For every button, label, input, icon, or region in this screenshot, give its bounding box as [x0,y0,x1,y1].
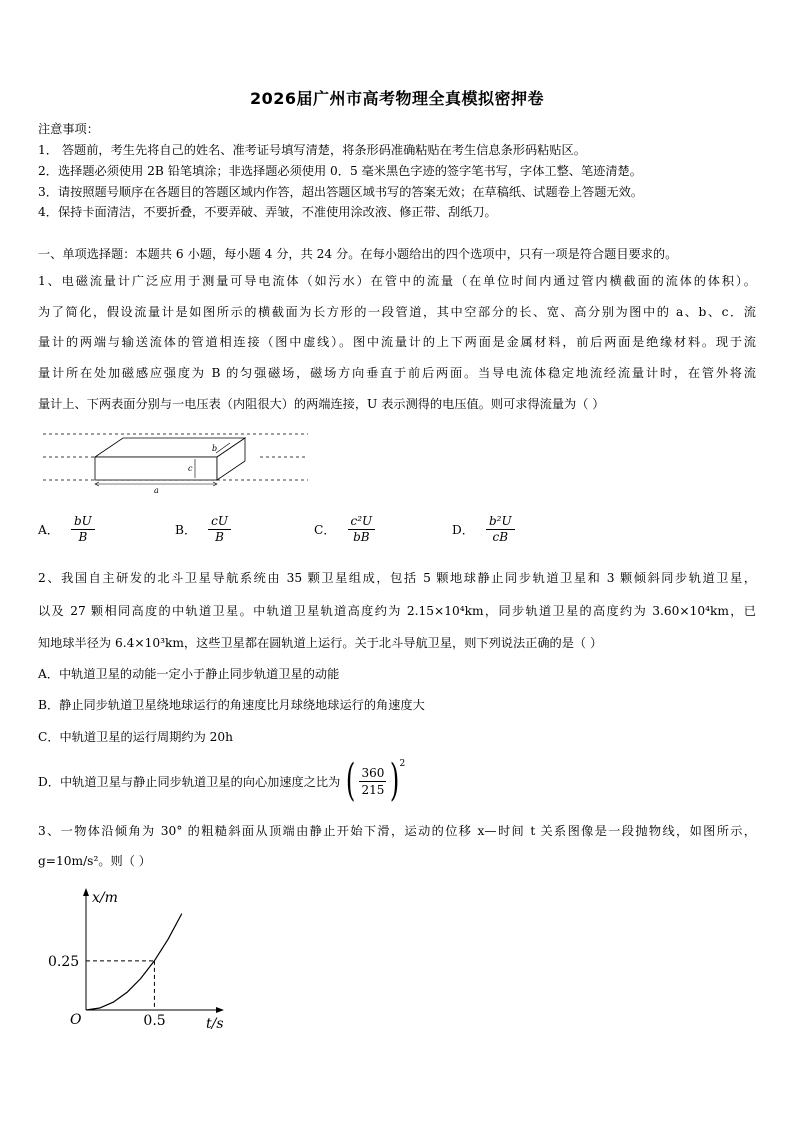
fraction-denominator: cB [492,530,509,544]
fraction-numerator: c²U [348,514,376,530]
label-a: a [154,486,159,495]
q2-option-a[interactable]: A．中轨道卫星的动能一定小于静止同步轨道卫星的动能 [38,667,340,681]
q1-line-3: 量计的两端与输送流体的管道相连接（图中虚线）。图中流量计的上下两面是金属材料，前后两面是绝缘材料。现于流 [38,335,756,349]
notice-item-2: 2．选择题必须使用 2B 铅笔填涂；非选择题必须使用 0．5 毫米黑色字迹的签字笔书写，字体工整、笔迹清楚。 [38,164,642,178]
option-letter: C． [314,523,336,537]
q1-line-2: 为了简化，假设流量计是如图所示的横截面为长方形的一段管道，其中空部分的长、宽、高分别为图中的 a、b、c．流 [38,305,756,319]
x-tick-label: 0.5 [143,1013,166,1029]
notice-heading: 注意事项： [38,122,99,136]
ratio-numerator: 360 [361,765,385,780]
fraction-denominator: bB [353,530,370,544]
option-fraction [208,514,231,545]
flowmeter-figure [38,424,318,500]
fraction-numerator: bU [71,514,95,530]
left-paren-icon: ( [346,755,356,806]
y-tick-label: 0.25 [48,953,80,970]
ratio-expression [342,755,406,806]
q2-line-1: 2、我国自主研发的北斗卫星导航系统由 35 颗卫星组成，包括 5 颗地球静止同步轨道卫星和 3 颗倾斜同步轨道卫星， [38,571,756,585]
q2-line-3: 知地球半径为 6.4×10³km，这些卫星都在圆轨道上运行。关于北斗导航卫星，则下列说法正确的是（ ） [38,636,603,650]
fraction-denominator: B [78,530,88,544]
option-fraction [486,514,515,545]
series-line [86,914,182,1010]
notice-item-3: 3．请按照题号顺序在各题目的答题区域内作答，超出答题区域书写的答案无效；在草稿纸、试题卷上答题无效。 [38,185,643,199]
option-fraction [71,514,95,545]
origin-label: O [70,1012,82,1028]
q1-line-5: 量计上、下两表面分别与一电压表（内阻很大）的两端连接，U 表示测得的电压值。则可求得流量为（ ） [38,397,605,411]
right-paren-icon: ) [390,755,400,806]
q1-option-a[interactable] [38,514,95,545]
q1-option-c[interactable] [314,514,375,545]
fraction-numerator: b²U [486,514,515,530]
option-letter: D． [452,523,474,537]
page-title: 2026届广州市高考物理全真模拟密押卷 [249,89,545,108]
ratio-fraction [359,765,386,798]
q3-line-1: 3、一物体沿倾角为 30° 的粗糙斜面从顶端由静止开始下滑，运动的位移 x—时间 t 关系图像是一段抛物线，如图所示， [38,824,756,838]
section-heading: 一、单项选择题：本题共 6 小题，每小题 4 分，共 24 分。在每小题给出的四个选项中，只有一项是符合题目要求的。 [38,247,678,261]
q1-option-b[interactable] [175,514,231,545]
fraction-denominator: B [215,530,224,544]
option-letter: B． [175,523,197,537]
y-axis-arrow-icon [83,888,89,896]
q2-option-c[interactable]: C．中轨道卫星的运行周期约为 20h [38,730,233,744]
option-d-text: D．中轨道卫星与静止同步轨道卫星的向心加速度之比为 [38,774,341,789]
q1-line-4: 量计所在处加磁感应强度为 B 的匀强磁场，磁场方向垂直于前后两面。当导电流体稳定地流经流量计时，在管外将流 [38,366,756,380]
q1-option-d[interactable] [452,514,515,545]
option-fraction [348,514,376,545]
q1-line-1: 1、电磁流量计广泛应用于测量可导电流体（如污水）在管中的流量（在单位时间内通过管内横截面的流体的体积）。 [38,274,756,288]
q2-option-d[interactable] [38,755,406,806]
ratio-denominator: 215 [361,782,385,797]
label-c: c [188,464,193,473]
notice-item-4: 4．保持卡面清洁，不要折叠，不要弄破、弄皱，不准使用涂改液、修正带、刮纸刀。 [38,205,497,219]
ratio-exponent: 2 [399,759,406,769]
q3-line-2: g=10m/s²。则（ ） [38,854,151,868]
q2-line-2: 以及 27 颗相同高度的中轨道卫星。中轨道卫星轨道高度约为 2.15×10⁴km，同步轨道卫星的高度约为 3.60×10⁴km，已 [38,604,756,618]
option-letter: A． [38,523,59,537]
x-axis-arrow-icon [216,1007,224,1013]
notice-item-1: 1． 答题前，考生先将自己的姓名、准考证号填写清楚，将条形码准确粘贴在考生信息条形码粘贴区。 [38,143,586,157]
label-b: b [212,444,218,453]
q2-option-b[interactable]: B．静止同步轨道卫星绕地球运行的角速度比月球绕地球运行的角速度大 [38,698,425,712]
y-axis-label: x/m [92,890,118,906]
fraction-numerator: cU [208,514,231,530]
xt-graph [38,886,238,1030]
x-axis-label: t/s [206,1016,224,1030]
